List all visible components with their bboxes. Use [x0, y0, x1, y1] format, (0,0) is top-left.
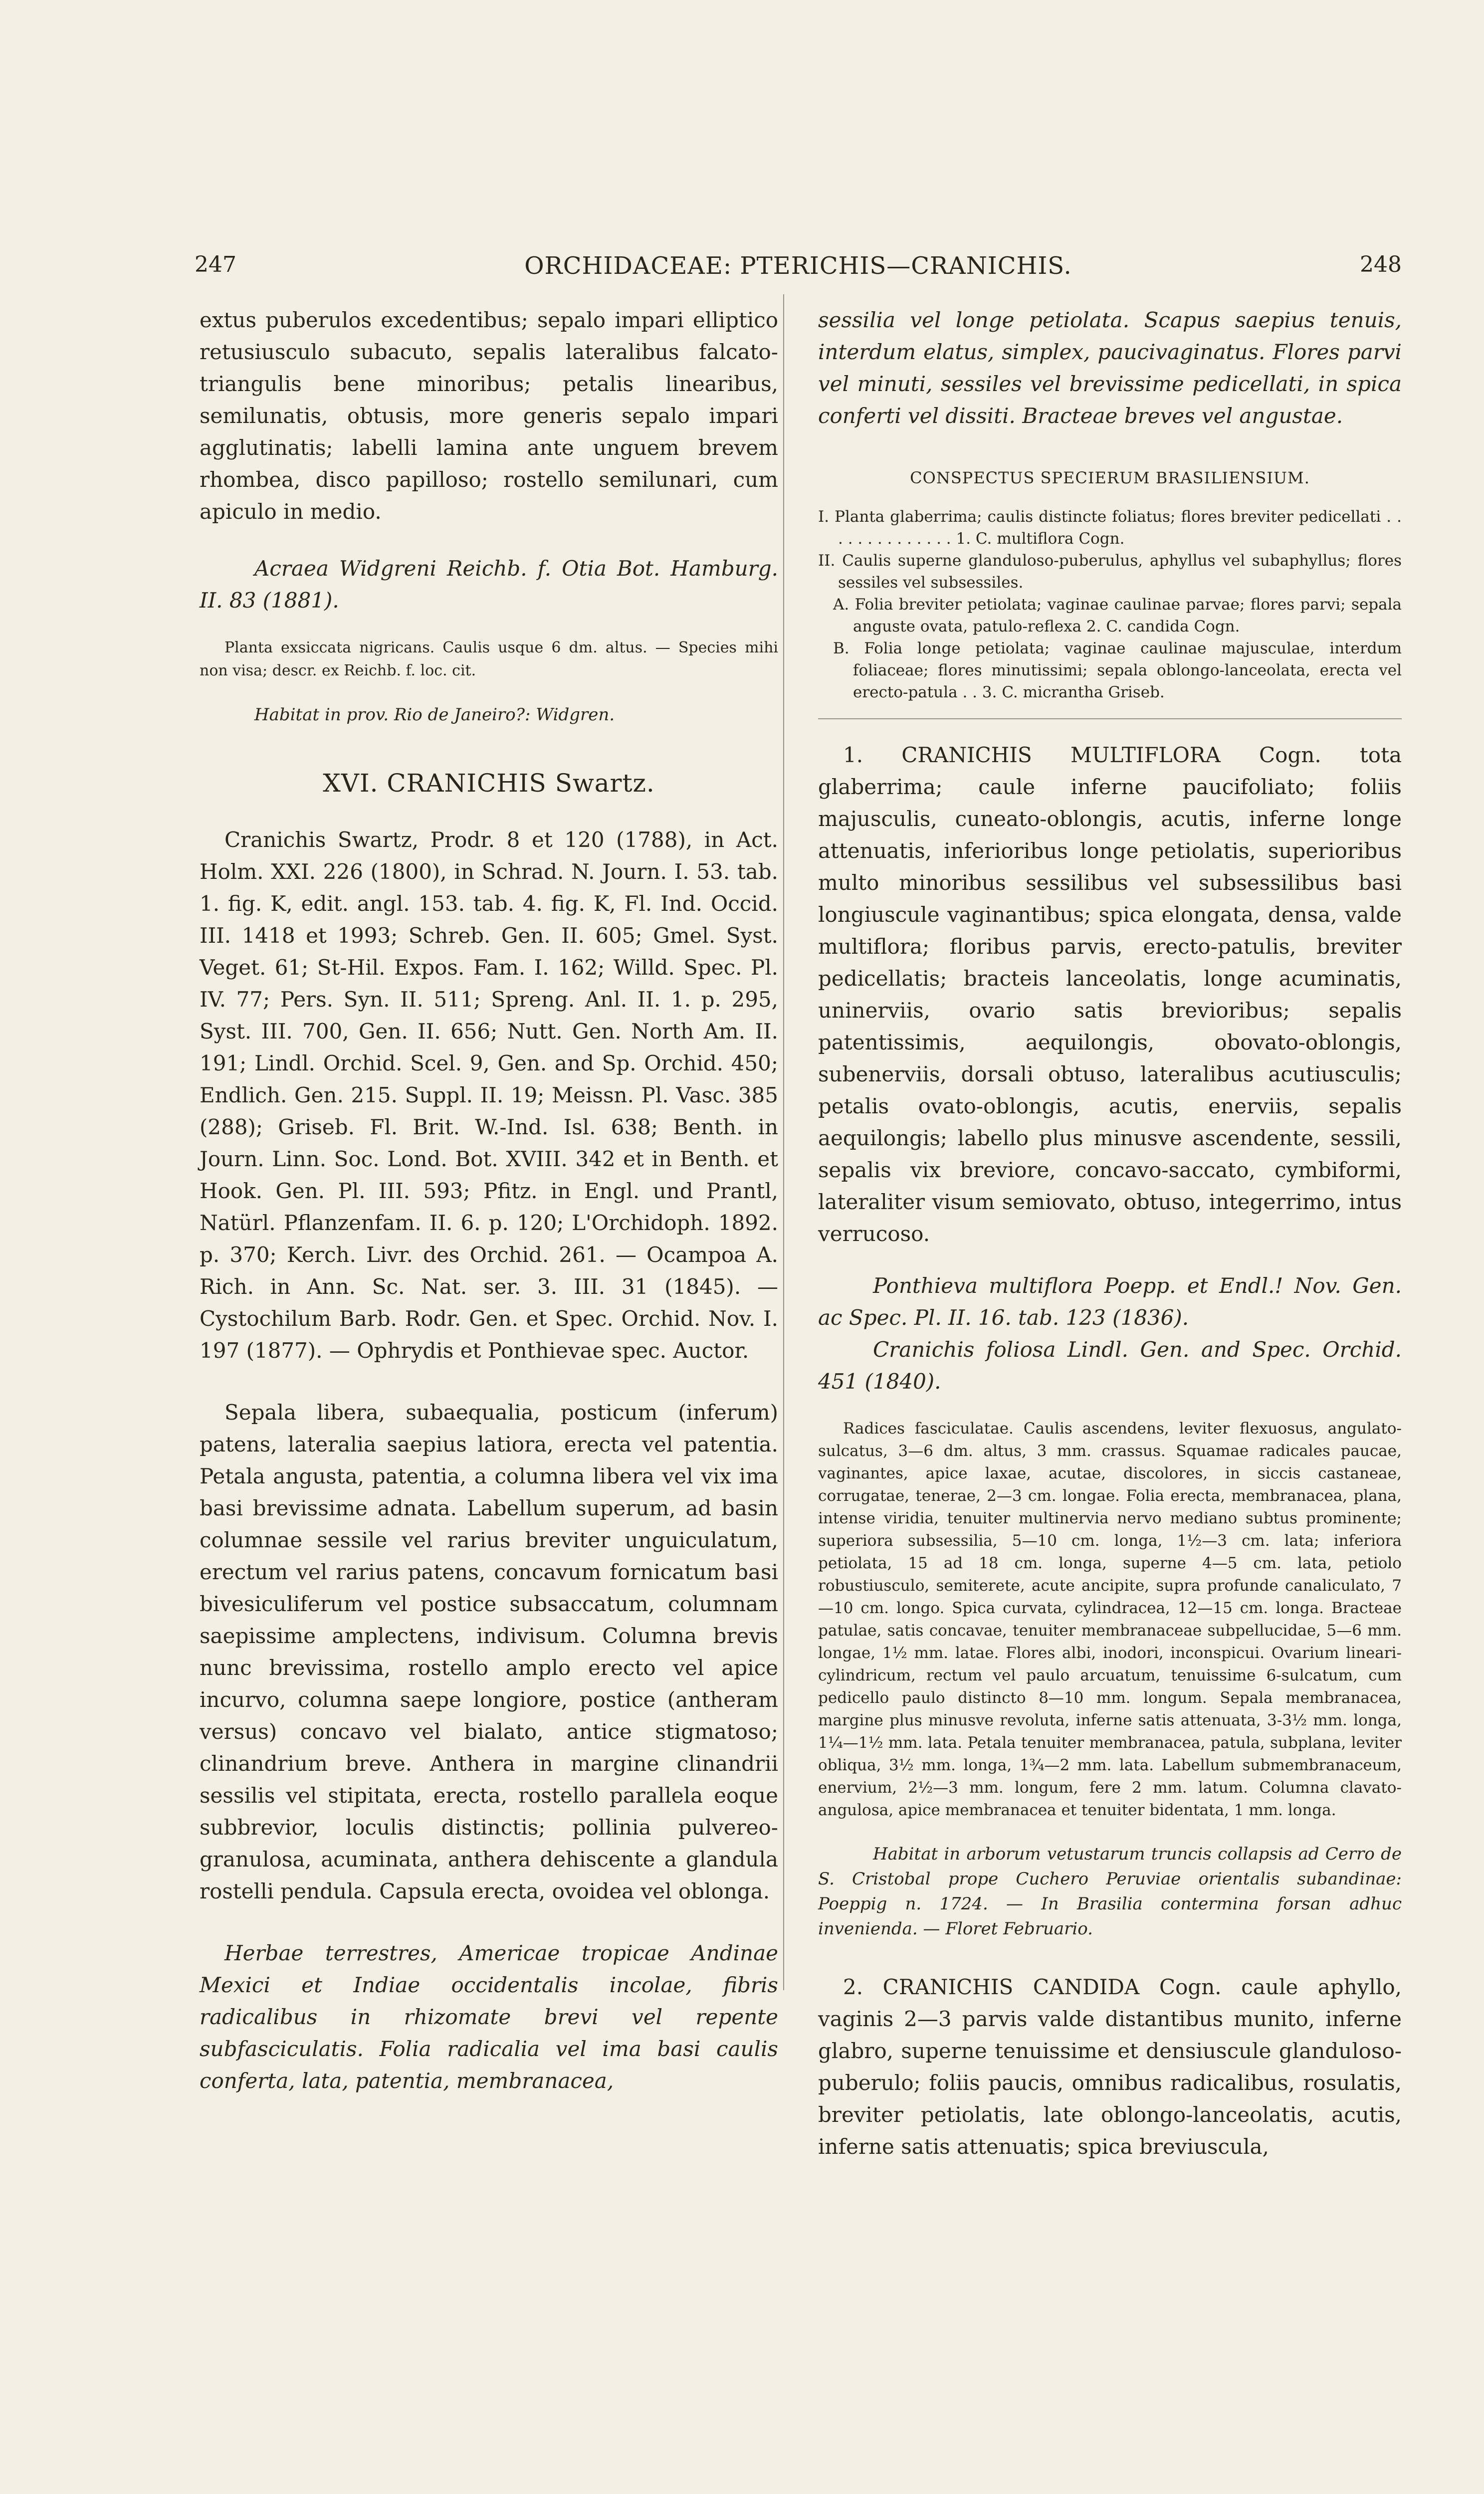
synonym-citation: Acraea Widgreni Reichb. f. Otia Bot. Hamburg. II. 83 (1881).	[200, 556, 778, 613]
genus-habit-continued: sessilia vel longe petiolata. Scapus saepius tenuis, interdum elatus, simplex, paucivaginatus. Flores parvi vel minuti, sessiles vel brevissime pedicellati, in spica conferti vel dissiti. Bracteae breves vel angustae.	[818, 308, 1402, 428]
species-1-diagnosis: 1. CRANICHIS MULTIFLORA Cogn. tota glaberrima; caule inferne paucifoliato; foliis majusculis, cuneato-oblongis, acutis, inferne longe attenuatis, inferioribus longe petiolatis, superioribus multo minoribus sessilibus vel subsessilibus basi longiuscule vaginantibus; spica elongata, densa, valde multiflora; floribus parvis, erecto-patulis, breviter pedicellatis; bracteis lanceolatis, longe acuminatis, uninerviis, ovario satis brevioribus; sepalis patentissimis, aequilongis, obovato-oblongis, subenerviis, dorsali obtuso, lateralibus acutiusculis; petalis ovato-oblongis, acutis, enerviis, sepalis aequilongis; labello plus minusve ascendente, sessili, sepalis vix breviore, concavo-saccato, cymbiformi, lateraliter visum semiovato, obtuso, integerrimo, intus verrucoso.	[818, 743, 1402, 1246]
key-entry: A. Folia breviter petiolata; vaginae caulinae parvae; flores parvi; sepala anguste ovata, patulo-reflexa 2. C. candida Cogn.	[833, 596, 1402, 635]
running-title: ORCHIDACEAE: PTERICHIS—CRANICHIS.	[524, 252, 1072, 280]
page-number-left: 247	[195, 252, 236, 277]
description-continued: extus puberulos excedentibus; sepalo impari elliptico retusiusculo subacuto, sepalis lateralibus falcato-triangulis bene minoribus; petalis linearibus, semilunatis, obtusis, more generis sepalo impari agglutinatis; labelli lamina ante unguem brevem rhombea, disco papilloso; rostello semilunari, cum apiculo in medio.	[200, 308, 778, 524]
genus-section-title: XVI. CRANICHIS Swartz.	[323, 769, 655, 798]
page-header	[195, 252, 1402, 287]
habitat-note: Habitat in prov. Rio de Janeiro?: Widgren.	[254, 705, 615, 725]
conspectus-title: CONSPECTUS SPECIERUM BRASILIENSIUM.	[910, 468, 1310, 487]
key-entry: II. Caulis superne glanduloso-puberulus, aphyllus vel subaphyllus; flores sessiles vel subsessiles.	[818, 552, 1402, 592]
left-column	[200, 304, 778, 2097]
genus-description: Sepala libera, subaequalia, posticum (inferum) patens, lateralia saepius latiora, erecta vel patentia. Petala angusta, patentia, a columna libera vel vix ima basi brevissime adnata. Labellum superum, ad basin columnae sessile vel rarius breviter unguiculatum, erectum vel rarius patens, concavum fornicatum basi bivesiculiferum vel postice subsaccatum, columnam saepissime amplectens, indivisum. Columna brevis nunc brevissima, rostello amplo erecto vel apice incurvo, columna saepe longiore, postice (antheram versus) concavo vel bialato, antice stigmatoso; clinandrium breve. Anthera in margine clinandrii sessilis vel stipitata, erecta, rostello parallela eoque subbrevior, loculis distinctis; pollinia pulvereo-granulosa, acuminata, anthera dehiscente a glandula rostelli pendula. Capsula erecta, ovoidea vel oblonga.	[200, 1400, 778, 1903]
key-entry: I. Planta glaberrima; caulis distincte foliatus; flores breviter pedicellati . . . . . . . . . . . . . . 1. C. multiflora Cogn.	[818, 508, 1402, 548]
right-column	[818, 304, 1402, 2163]
species-2-diagnosis: 2. CRANICHIS CANDIDA Cogn. caule aphyllo, vaginis 2—3 parvis valde distantibus munito, inferne glabro, superne tenuissime et densiuscule glanduloso-puberulo; foliis paucis, omnibus radicalibus, rosulatis, breviter petiolatis, late oblongo-lanceolatis, acutis, inferne satis attenuatis; spica breviuscula,	[818, 1975, 1402, 2159]
conspectus-key	[818, 506, 1402, 703]
species-1-habitat: Habitat in arborum vetustarum truncis collapsis ad Cerro de S. Cristobal prope Cuchero Peruviae orientalis subandinae: Poeppig n. 1724. — In Brasilia contermina forsan adhuc invenienda. — Floret Februario.	[818, 1844, 1402, 1939]
key-entry: B. Folia longe petiolata; vaginae caulinae majusculae, interdum foliaceae; flores minutissimi; sepala oblongo-lanceolata, erecta vel erecto-patula . . 3. C. micrantha Griseb.	[833, 639, 1402, 701]
genus-bibliography: Cranichis Swartz, Prodr. 8 et 120 (1788), in Act. Holm. XXI. 226 (1800), in Schrad. N. Journ. I. 53. tab. 1. fig. K, edit. angl. 153. tab. 4. fig. K, Fl. Ind. Occid. III. 1418 et 1993; Schreb. Gen. II. 605; Gmel. Syst. Veget. 61; St-Hil. Expos. Fam. I. 162; Willd. Spec. Pl. IV. 77; Pers. Syn. II. 511; Spreng. Anl. II. 1. p. 295, Syst. III. 700, Gen. II. 656; Nutt. Gen. North Am. II. 191; Lindl. Orchid. Scel. 9, Gen. and Sp. Orchid. 450; Endlich. Gen. 215. Suppl. II. 19; Meissn. Pl. Vasc. 385 (288); Griseb. Fl. Brit. W.-Ind. Isl. 638; Benth. in Journ. Linn. Soc. Lond. Bot. XVIII. 342 et in Benth. et Hook. Gen. Pl. III. 593; Pfitz. in Engl. und Prantl, Natürl. Pflanzenfam. II. 6. p. 120; L'Orchidoph. 1892. p. 370; Kerch. Livr. des Orchid. 261. — Ocampoa A. Rich. in Ann. Sc. Nat. ser. 3. III. 31 (1845). — Cystochilum Barb. Rodr. Gen. et Spec. Orchid. Nov. I. 197 (1877). — Ophrydis et Ponthievae spec. Auctor.	[200, 828, 778, 1363]
specimen-note: Planta exsiccata nigricans. Caulis usque 6 dm. altus. — Species mihi non visa; descr. ex Reichb. f. loc. cit.	[200, 639, 778, 679]
section-divider	[818, 718, 1402, 719]
species-1-synonym: Cranichis foliosa Lindl. Gen. and Spec. Orchid. 451 (1840).	[818, 1337, 1402, 1394]
genus-habit: Herbae terrestres, Americae tropicae Andinae Mexici et Indiae occidentalis incolae, fibris radicalibus in rhizomate brevi vel repente subfasciculatis. Folia radicalia vel ima basi caulis conferta, lata, patentia, membranacea,	[200, 1941, 778, 2093]
species-1-description: Radices fasciculatae. Caulis ascendens, leviter flexuosus, angulato-sulcatus, 3—6 dm. altus, 3 mm. crassus. Squamae radicales paucae, vaginantes, apice laxae, acutae, discolores, in siccis castaneae, corrugatae, tenerae, 2—3 cm. longae. Folia erecta, membranacea, plana, intense viridia, tenuiter multinervia nervo mediano subtus prominente; superiora subsessilia, 5—10 cm. longa, 1½—3 cm. lata; inferiora petiolata, 15 ad 18 cm. longa, superne 4—5 cm. lata, petiolo robustiusculo, semiterete, acute ancipite, supra profunde canaliculato, 7—10 cm. longo. Spica curvata, cylindracea, 12—15 cm. longa. Bracteae patulae, satis concavae, tenuiter membranaceae subpellucidae, 5—6 mm. longae, 1½ mm. latae. Flores albi, inodori, inconspicui. Ovarium lineari-cylindricum, rectum vel paulo arcuatum, tenuissime 6-sulcatum, cum pedicello paulo distincto 8—10 mm. longum. Sepala membranacea, margine plus minusve revoluta, inferne satis attenuata, 3-3½ mm. longa, 1¼—1½ mm. lata. Petala tenuiter membranacea, patula, subplana, leviter obliqua, 3½ mm. longa, 1¾—2 mm. lata. Labellum submembranaceum, enervium, 2½—3 mm. longum, fere 2 mm. latum. Columna clavato-angulosa, apice membranacea et tenuiter bidentata, 1 mm. longa.	[818, 1420, 1402, 1819]
species-1-synonym: Ponthieva multiflora Poepp. et Endl.! Nov. Gen. ac Spec. Pl. II. 16. tab. 123 (1836).	[818, 1273, 1402, 1330]
page-number-right: 248	[1360, 252, 1402, 277]
column-divider	[783, 294, 784, 1990]
